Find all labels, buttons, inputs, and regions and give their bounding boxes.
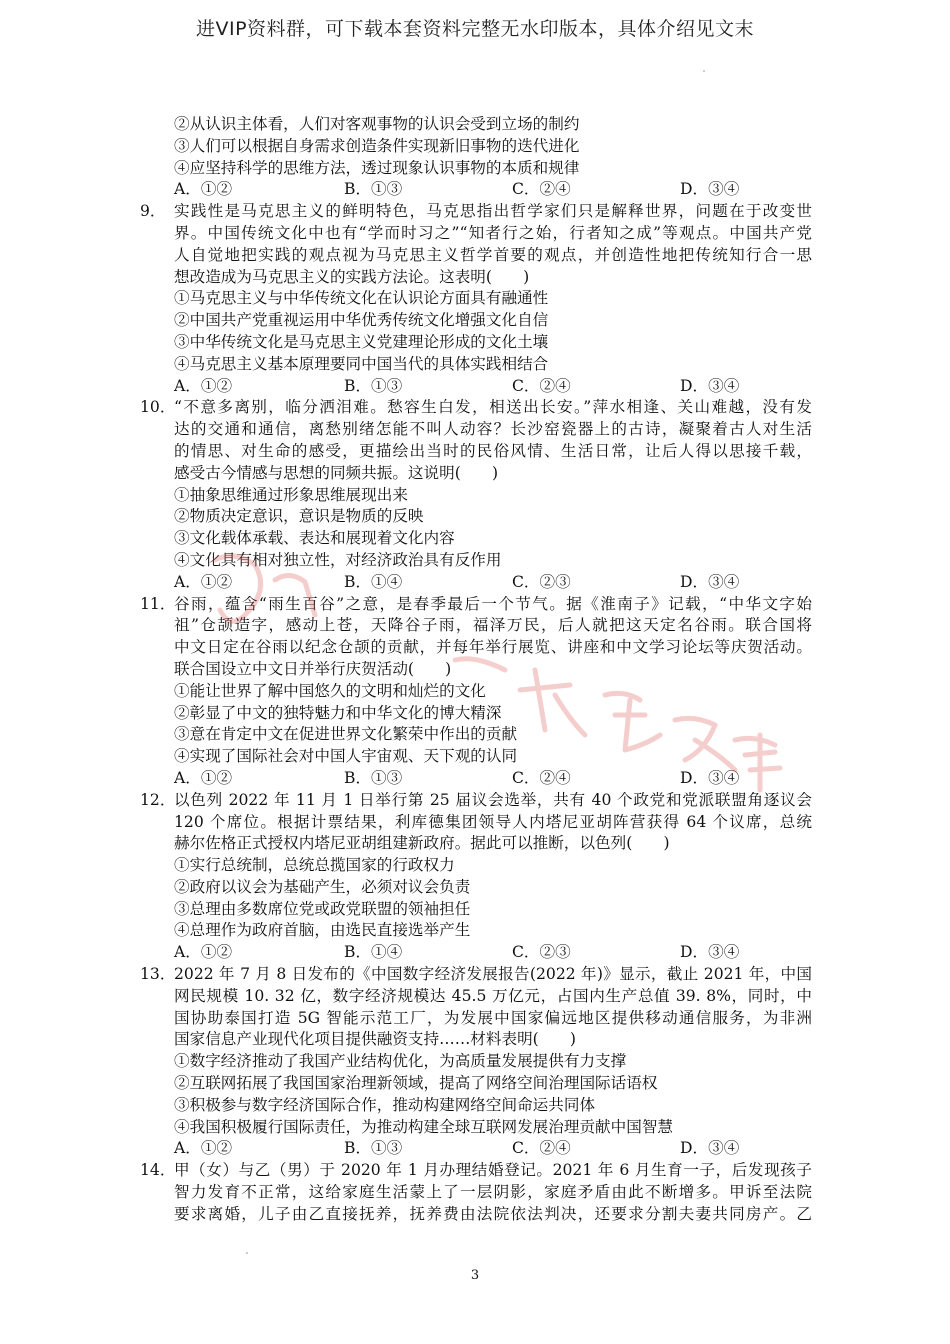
choice-b: B．①④ [344,572,403,591]
option-line: ③积极参与数字经济国际合作，推动构建网络空间命运共同体 [174,1095,596,1114]
question-stem-line [148,812,812,834]
choice-b: B．①③ [344,180,403,199]
question-number: 13． [140,965,176,984]
option-line: ②从认识主体看，人们对客观事物的认识会受到立场的制约 [174,115,580,133]
choice-a: A．①② [174,376,233,395]
answer-choices [148,376,812,398]
choice-a: A．①② [174,572,233,591]
stem-text: 人自觉地把实践的观点视为马克思主义哲学首要的观点，并创造性地把传统知行合一思 [174,245,812,264]
answer-choices [148,1138,812,1160]
stem-text: 中文日定在谷雨以纪念仓颉的贡献，并每年举行展览、讲座和中文学习论坛等庆贺活动。 [174,638,812,657]
choice-c: C．②③ [512,572,571,591]
option-line: ③文化载体承载、表达和展现着文化内容 [174,529,455,548]
option-line: ④马克思主义基本原理要同中国当代的具体实践相结合 [174,354,549,373]
choice-d: D．③④ [680,180,740,199]
stem-text: 120 个席位。根据计票结果，利库德集团领导人内塔尼亚胡阵营获得 64 个议席，总统 [174,812,812,831]
stem-text: 甲（女）与乙（男）于 2020 年 1 月办理结婚登记。2021 年 6 月生育一子，后发现孩子 [174,1161,812,1180]
question-8-tail [148,114,812,201]
choice-c: C．②④ [512,376,571,395]
option-line: ①数字经济推动了我国产业结构优化，为高质量发展提供有力支撑 [174,1052,627,1071]
question-stem-line [140,594,812,616]
choice-b: B．①③ [344,768,403,787]
choice-a: A．①② [174,1139,233,1158]
question-stem-line [148,1008,812,1030]
option-line: ④文化具有相对独立性，对经济政治具有反作用 [174,550,502,569]
stem-text: 国协助泰国打造 5G 智能示范工厂，为发展中国家偏远地区提供移动通信服务，为非洲 [174,1008,812,1027]
stem-text: 感受古今情感与思想的同频共振。这说明( ) [174,463,499,482]
question-11 [140,594,812,790]
scan-speck [246,1252,248,1254]
option-line: ④我国积极履行国际责任，为推动构建全球互联网发展治理贡献中国智慧 [174,1117,674,1136]
question-stem-line [148,245,812,267]
choice-a: A．①② [174,180,233,199]
stem-text: 谷雨，蕴含“雨生百谷”之意，是春季最后一个节气。据《淮南子》记载，“中华文字始 [174,594,812,613]
choice-c: C．②③ [512,943,571,962]
question-number: 9． [140,202,166,221]
question-stem-line [148,833,812,855]
question-stem-line [148,441,812,463]
choice-d: D．③④ [680,768,740,787]
answer-choices [148,768,812,790]
option-line: ②政府以议会为基础产生，必须对议会负责 [174,877,471,896]
stem-text: “不意多离别，临分洒泪难。愁容生白发，相送出长安。”萍水相逢、关山难越，没有发 [174,398,812,417]
stem-text: 界。中国传统文化中也有“学而时习之”“知者行之始，行者知之成”等观点。中国共产党 [174,223,812,242]
question-stem-line [140,397,812,419]
question-stem-line [148,419,812,441]
question-stem-line [140,964,812,986]
choice-b: B．①③ [344,1139,403,1158]
option-line: ③总理由多数席位党或政党联盟的领袖担任 [174,899,471,918]
choice-d: D．③④ [680,572,740,591]
question-stem-line [140,201,812,223]
question-number: 12． [140,790,176,809]
answer-choices [148,572,812,594]
question-stem-line [148,659,812,681]
question-12 [140,790,812,964]
choice-b: B．①③ [344,376,403,395]
question-stem-line [148,1182,812,1204]
question-stem-line [148,223,812,245]
question-10 [140,397,812,593]
stem-text: 赫尔佐格正式授权内塔尼亚胡组建新政府。据此可以推断，以色列( ) [174,834,670,853]
answer-choices [148,179,812,201]
stem-text: 国家信息产业现代化项目提供融资支持……材料表明( ) [174,1030,577,1049]
choice-a: A．①② [174,943,233,962]
stem-text: 想改造成为马克思主义的实践方法论。这表明( ) [174,267,530,286]
option-line: ①能让世界了解中国悠久的文明和灿烂的文化 [174,681,486,700]
question-14 [140,1160,812,1225]
option-line: ③中华传统文化是马克思主义党建理论形成的文化土壤 [174,332,549,351]
stem-text: 智力发育不正常，这给家庭生活蒙上了一层阴影，家庭矛盾由此不断增多。甲诉至法院 [174,1183,812,1202]
option-line: ③人们可以根据自身需求创造条件实现新旧事物的迭代进化 [174,136,580,155]
choice-d: D．③④ [680,1139,740,1158]
choice-c: C．②④ [512,768,571,787]
choice-a: A．①② [174,768,233,787]
question-number: 14． [140,1161,176,1180]
stem-text: 达的交通和通信，离愁别绪怎能不叫人动容？长沙窑瓷器上的古诗，凝聚着古人对生活 [174,420,812,439]
page-number: 3 [470,1268,480,1283]
option-line: ④应坚持科学的思维方法，透过现象认识事物的本质和规律 [174,158,580,177]
stem-text: 实践性是马克思主义的鲜明特色，马克思指出哲学家们只是解释世界，问题在于改变世 [174,202,812,221]
option-line: ②物质决定意识，意识是物质的反映 [174,507,424,526]
question-stem-line [148,637,812,659]
choice-d: D．③④ [680,376,740,395]
stem-text: 的情思、对生命的感受，更描绘出当时的民俗风情、生活日常，让后人得以思接千载， [174,441,812,460]
answer-choices [148,942,812,964]
question-stem-line [148,615,812,637]
stem-text: 联合国设立中文日并举行庆贺活动( ) [174,659,452,678]
choice-c: C．②④ [512,180,571,199]
question-stem-line [148,986,812,1008]
question-stem-line [148,267,812,289]
question-stem-line [148,463,812,485]
option-line: ①马克思主义与中华传统文化在认识论方面具有融通性 [174,289,549,308]
question-stem-line [148,1204,812,1226]
stem-text: 祖”仓颉造字，感动上苍，天降谷子雨，福泽万民，后人就把这天定名谷雨。联合国将 [174,616,812,635]
option-line: ②互联网拓展了我国国家治理新领域，提高了网络空间治理国际话语权 [174,1074,658,1093]
exam-page-content [140,114,812,1226]
option-line: ②彰显了中文的独特魅力和中华文化的博大精深 [174,703,502,722]
question-13 [140,964,812,1160]
question-number: 10． [140,398,176,417]
vip-banner: 进VIP资料群，可下载本套资料完整无水印版本，具体介绍见文末 [195,18,755,40]
option-line: ①抽象思维通过形象思维展现出来 [174,485,408,504]
option-line: ③意在肯定中文在促进世界文化繁荣中作出的贡献 [174,725,518,744]
question-9 [140,201,812,397]
choice-d: D．③④ [680,943,740,962]
question-stem-line [140,790,812,812]
question-stem-line [148,1029,812,1051]
choice-c: C．②④ [512,1139,571,1158]
stem-text: 网民规模 10. 32 亿，数字经济规模达 45.5 万亿元，占国内生产总值 39. 8%，同时，中 [174,986,812,1005]
stem-text: 2022 年 7 月 8 日发布的《中国数字经济发展报告(2022 年)》显示，截止 2021 年，中国 [174,965,812,984]
question-stem-line [140,1160,812,1182]
stem-text: 以色列 2022 年 11 月 1 日举行第 25 届议会选举，共有 40 个政党和党派联盟角逐议会 [174,790,812,809]
option-line: ①实行总统制，总统总揽国家的行政权力 [174,856,455,875]
option-line: ④实现了国际社会对中国人宇宙观、天下观的认同 [174,747,518,766]
question-number: 11． [140,594,176,613]
option-line: ②中国共产党重视运用中华优秀传统文化增强文化自信 [174,311,549,330]
stem-text: 要求离婚，儿子由乙直接抚养，抚养费由法院依法判决，还要求分割夫妻共同房产。乙 [174,1204,812,1223]
scan-speck [703,70,705,72]
choice-b: B．①④ [344,943,403,962]
option-line: ④总理作为政府首脑，由选民直接选举产生 [174,921,471,940]
